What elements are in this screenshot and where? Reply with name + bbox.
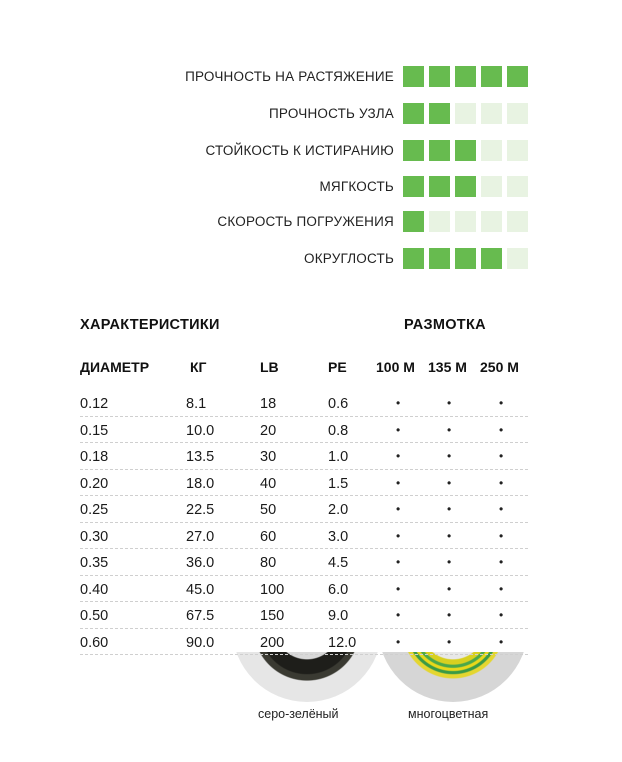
- availability-dot: •: [396, 608, 401, 622]
- kg-cell: 13.5: [186, 449, 215, 465]
- rating-row-knot: [0, 103, 622, 125]
- availability-dot: •: [447, 502, 452, 516]
- rating-label: ОКРУГЛОСТЬ: [304, 251, 394, 266]
- availability-dot: •: [396, 396, 401, 410]
- rating-label: СТОЙКОСТЬ К ИСТИРАНИЮ: [205, 143, 394, 158]
- availability-dot: •: [396, 475, 401, 490]
- pe-cell: 0.8: [328, 422, 349, 439]
- col-lb: LB: [260, 359, 279, 375]
- lb-cell: 18: [260, 396, 277, 412]
- rating-cell-filled: [403, 176, 424, 197]
- lb-cell: 40: [260, 475, 277, 492]
- rating-scale: [403, 176, 533, 198]
- kg-cell: 27.0: [186, 528, 215, 545]
- pe-cell: 6.0: [328, 581, 349, 598]
- rating-row-softness: [0, 176, 622, 198]
- kg-cell: 67.5: [186, 608, 215, 624]
- rating-label: СКОРОСТЬ ПОГРУЖЕНИЯ: [217, 214, 394, 229]
- pe-cell: 1.0: [328, 449, 349, 465]
- diameter-cell: 0.20: [80, 475, 109, 492]
- kg-cell: 8.1: [186, 396, 207, 412]
- diameter-cell: 0.35: [80, 555, 109, 571]
- diameter-cell: 0.40: [80, 581, 109, 598]
- rating-cell-filled: [429, 248, 450, 269]
- rating-cell-filled: [403, 248, 424, 269]
- availability-dot: •: [447, 608, 452, 622]
- availability-dot: •: [499, 634, 504, 649]
- rating-cell-empty: [481, 140, 502, 161]
- table-row: [80, 417, 528, 444]
- rating-cell-filled: [481, 248, 502, 269]
- availability-dot: •: [396, 581, 401, 596]
- pe-cell: 9.0: [328, 608, 349, 624]
- availability-dot: •: [499, 608, 504, 622]
- rating-cell-empty: [507, 140, 528, 161]
- rating-scale: [403, 66, 533, 88]
- rating-cell-filled: [403, 211, 424, 232]
- diameter-cell: 0.30: [80, 528, 109, 545]
- rating-cell-empty: [507, 248, 528, 269]
- col-135m: 135 М: [428, 359, 467, 375]
- col-250m: 250 М: [480, 359, 519, 375]
- availability-dot: •: [499, 528, 504, 543]
- rating-cell-empty: [429, 211, 450, 232]
- rating-cell-filled: [455, 140, 476, 161]
- col-kg: КГ: [190, 359, 207, 375]
- rating-cell-empty: [481, 211, 502, 232]
- rating-row-abrasion: [0, 140, 622, 162]
- rating-cell-empty: [507, 103, 528, 124]
- pe-cell: 12.0: [328, 634, 357, 651]
- rating-cell-filled: [455, 66, 476, 87]
- availability-dot: •: [447, 555, 452, 569]
- characteristics-heading: ХАРАКТЕРИСТИКИ: [80, 317, 220, 333]
- rating-cell-filled: [455, 176, 476, 197]
- rating-row-roundness: [0, 248, 622, 270]
- rating-scale: [403, 248, 533, 270]
- table-row: [80, 390, 528, 417]
- lb-cell: 20: [260, 422, 277, 439]
- pe-cell: 3.0: [328, 528, 349, 545]
- rating-label: ПРОЧНОСТЬ НА РАСТЯЖЕНИЕ: [185, 69, 394, 84]
- rating-scale: [403, 103, 533, 125]
- rating-cell-filled: [403, 140, 424, 161]
- pe-cell: 2.0: [328, 502, 349, 518]
- availability-dot: •: [396, 634, 401, 649]
- pe-cell: 0.6: [328, 396, 349, 412]
- rating-cell-empty: [507, 211, 528, 232]
- kg-cell: 90.0: [186, 634, 215, 651]
- table-row: [80, 470, 528, 497]
- availability-dot: •: [499, 555, 504, 569]
- col-diameter: ДИАМЕТР: [80, 359, 150, 375]
- rating-cell-empty: [455, 103, 476, 124]
- lb-cell: 200: [260, 634, 285, 651]
- rating-label: ПРОЧНОСТЬ УЗЛА: [269, 106, 394, 121]
- spool-multicolor-image: [378, 652, 528, 704]
- availability-dot: •: [447, 396, 452, 410]
- availability-dot: •: [396, 555, 401, 569]
- kg-cell: 10.0: [186, 422, 215, 439]
- diameter-cell: 0.50: [80, 608, 109, 624]
- rating-scale: [403, 211, 533, 233]
- diameter-cell: 0.60: [80, 634, 109, 651]
- pe-cell: 1.5: [328, 475, 349, 492]
- availability-dot: •: [447, 475, 452, 490]
- caption-grey-green: серо-зелёный: [258, 707, 339, 721]
- kg-cell: 45.0: [186, 581, 215, 598]
- table-row: [80, 602, 528, 629]
- col-pe: PE: [328, 359, 347, 375]
- lb-cell: 50: [260, 502, 277, 518]
- spool-grey-green-image: [232, 652, 382, 704]
- rating-cell-filled: [507, 66, 528, 87]
- availability-dot: •: [499, 475, 504, 490]
- caption-multicolor: многоцветная: [408, 707, 489, 721]
- rating-cell-empty: [481, 103, 502, 124]
- availability-dot: •: [447, 528, 452, 543]
- lb-cell: 60: [260, 528, 277, 545]
- col-100m: 100 М: [376, 359, 415, 375]
- diameter-cell: 0.18: [80, 449, 109, 465]
- availability-dot: •: [499, 449, 504, 463]
- lb-cell: 100: [260, 581, 285, 598]
- pe-cell: 4.5: [328, 555, 349, 571]
- rating-cell-filled: [429, 176, 450, 197]
- lb-cell: 150: [260, 608, 285, 624]
- table-row: [80, 549, 528, 576]
- rating-cell-empty: [507, 176, 528, 197]
- availability-dot: •: [447, 422, 452, 437]
- rating-cell-filled: [403, 66, 424, 87]
- table-row: [80, 576, 528, 603]
- diameter-cell: 0.15: [80, 422, 109, 439]
- table-row: [80, 496, 528, 523]
- rating-cell-empty: [455, 211, 476, 232]
- rating-cell-filled: [481, 66, 502, 87]
- lb-cell: 80: [260, 555, 277, 571]
- availability-dot: •: [499, 396, 504, 410]
- availability-dot: •: [499, 502, 504, 516]
- table-row: [80, 523, 528, 550]
- rating-cell-filled: [429, 103, 450, 124]
- rating-cell-filled: [455, 248, 476, 269]
- rating-label: МЯГКОСТЬ: [319, 179, 394, 194]
- availability-dot: •: [447, 581, 452, 596]
- availability-dot: •: [396, 449, 401, 463]
- availability-dot: •: [396, 528, 401, 543]
- availability-dot: •: [447, 449, 452, 463]
- rating-row-tensile: [0, 66, 622, 88]
- availability-dot: •: [396, 502, 401, 516]
- rating-cell-filled: [429, 66, 450, 87]
- rating-scale: [403, 140, 533, 162]
- table-row: [80, 443, 528, 470]
- rating-cell-filled: [429, 140, 450, 161]
- availability-dot: •: [499, 422, 504, 437]
- availability-dot: •: [499, 581, 504, 596]
- lb-cell: 30: [260, 449, 277, 465]
- rating-row-sink-speed: [0, 211, 622, 233]
- table-row: [80, 629, 528, 656]
- diameter-cell: 0.25: [80, 502, 109, 518]
- diameter-cell: 0.12: [80, 396, 109, 412]
- kg-cell: 18.0: [186, 475, 215, 492]
- rating-cell-empty: [481, 176, 502, 197]
- kg-cell: 22.5: [186, 502, 215, 518]
- kg-cell: 36.0: [186, 555, 215, 571]
- availability-dot: •: [396, 422, 401, 437]
- rating-cell-filled: [403, 103, 424, 124]
- spooling-heading: РАЗМОТКА: [404, 317, 486, 333]
- availability-dot: •: [447, 634, 452, 649]
